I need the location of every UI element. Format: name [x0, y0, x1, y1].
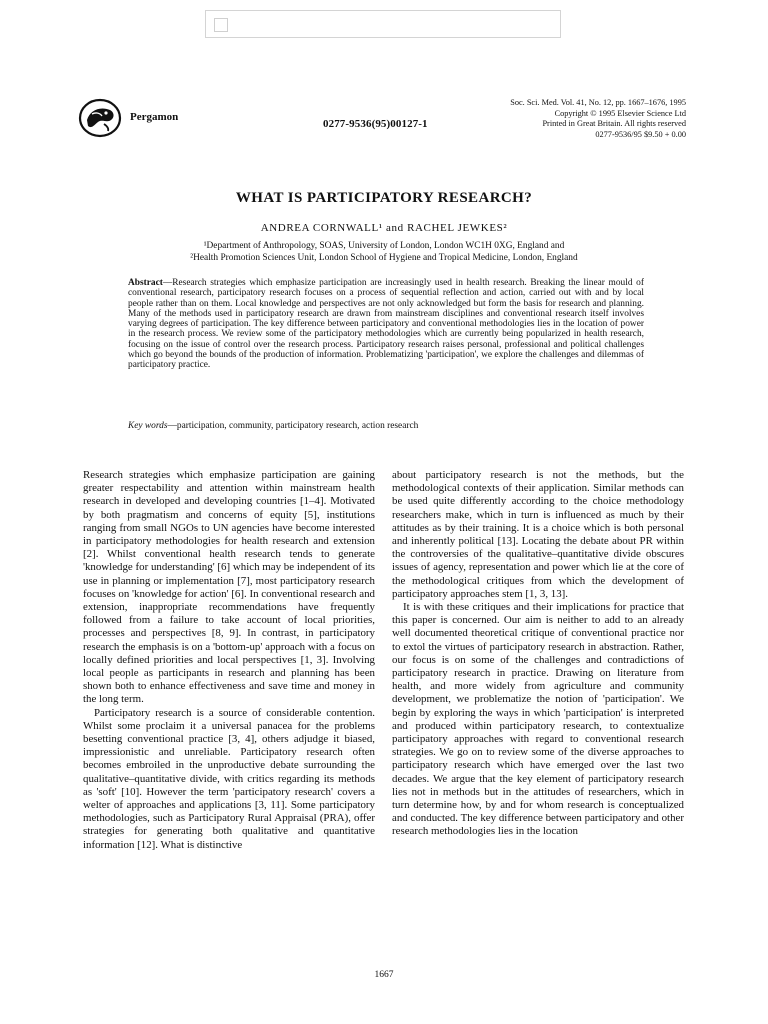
abstract-label: Abstract	[128, 278, 163, 288]
abstract-text: —Research strategies which emphasize participation are increasingly used in health research. Breaking the linear mould of conventional research, participatory research focuses on a process of sequential reflection and action, carried out with and by local people rather than on them. Local knowledge and perspectives are not only acknowledged but form the basis for research and planning. Many of the methods used in participatory research are drawn from mainstream disciplines and conventional research itself involves varying degrees of participation. The key difference between participatory and conventional methodologies lies in the location of power in the research process. We review some of the participatory methodologies which are currently being popularized in health research, focusing on the issue of control over the research process. Participatory research raises personal, professional and political challenges which go beyond the bounds of the production of information. Problematizing 'participation', we explore the challenges and dilemmas of participatory practice.	[128, 278, 644, 371]
paragraph: Research strategies which emphasize participation are gaining greater respectability and attention within mainstream health research in developed and developing countries [1–4]. Motivated by both pragmatism and concerns of equity [5], institutions ranging from small NGOs to UN agencies have become interested in participatory methodologies for health research and extension [2]. Whilst conventional health research tends to generate 'knowledge for understanding' [6] which may be independent of its use in planning or implementation [7], most participatory research focuses on 'knowledge for action' [6]. In conventional research and extension, inappropriate recommendations have frequently followed from a failure to take account of local priorities, processes and perspectives [8, 9]. In contrast, in participatory research the emphasis is on a 'bottom-up' approach with a focus on locally defined priorities and local perspectives [1, 3]. Involving local people as participants in research and planning has been shown both to enhance effectiveness and save time and money in the long term.	[83, 469, 375, 706]
citation-printed: Printed in Great Britain. All rights reserved	[542, 119, 686, 128]
pergamon-logo-icon	[78, 98, 122, 138]
paragraph: It is with these critiques and their implications for practice that this paper is concerned. Our aim is neither to add to an already well documented theoretical critique of conventional practice nor to extol the virtues of participatory research in abstraction. Rather, our focus is on some of the challenges and contradictions of participatory research in practice. Drawing on literature from health, and more widely from agriculture and community development, we problematize the notion of 'participation'. We begin by exploring the ways in which 'participation' is interpreted and produced within participatory research, to contextualize participatory approaches with regard to conventional research strategies. We go on to review some of the diverse approaches to participatory research which have emerged over the last two decades. We argue that the key element of participatory research lies not in methods but in the attitudes of researchers, which in turn determine how, by and for whom research is conceptualized and conducted. The key difference between participatory and other research methodologies lies in the location	[392, 601, 684, 838]
citation-copyright: Copyright © 1995 Elsevier Science Ltd	[554, 108, 686, 118]
checkbox-icon	[214, 18, 228, 32]
article-authors: ANDREA CORNWALL¹ and RACHEL JEWKES²	[260, 222, 508, 234]
pii-code: 0277-9536(95)00127-1	[323, 118, 428, 130]
article-title: WHAT IS PARTICIPATORY RESEARCH?	[235, 190, 533, 206]
affiliations	[0, 240, 768, 264]
affiliation-2: ²Health Promotion Sciences Unit, London School of Hygiene and Tropical Medicine, London, England	[190, 253, 578, 263]
right-column	[392, 469, 684, 839]
affiliation-1: ¹Department of Anthropology, SOAS, University of London, London WC1H 0XG, England and	[203, 241, 565, 251]
paragraph: Participatory research is a source of considerable contention. Whilst some proclaim it a universal panacea for the problems besetting conventional practice [3, 4], others adjudge it biased, impressionistic and unreliable. Participatory research often becomes embroiled in the unproductive debate surrounding the qualitative–quantitative divide, with critics regarding its methods as 'soft' [10]. However the term 'participatory research' covers a welter of approaches and applications [3, 11]. Some participatory methodologies, such as Participatory Rural Appraisal (PRA), offer strategies for generating both qualitative and quantitative information [12]. What is distinctive	[83, 706, 375, 851]
citation-block	[446, 98, 686, 140]
keywords-label: Key words	[128, 421, 168, 431]
publisher-name: Pergamon	[130, 111, 179, 123]
keywords-text: —participation, community, participatory research, action research	[167, 421, 419, 431]
top-address-box	[205, 10, 561, 38]
left-column	[83, 469, 375, 852]
citation-journal: Soc. Sci. Med. Vol. 41, No. 12, pp. 1667–1676, 1995	[510, 98, 686, 107]
abstract	[128, 278, 644, 371]
paragraph: about participatory research is not the methods, but the methodological contexts of their application. Similar methods can be used quite differently according to the choice methodology researchers make, which in turn is influenced as much by their attitudes as by their training. It is a choice which is both personal and inherently political [13]. Locating the debate about PR within the controversies of the qualitative–quantitative divide obscures issues of agency, representation and power which lie at the core of the methodological critiques from which the development of participatory approaches stem [1, 3, 13].	[392, 469, 684, 600]
page-number: 1667	[374, 970, 394, 980]
citation-issn: 0277-9536/95 $9.50 + 0.00	[595, 129, 686, 139]
keywords	[128, 421, 644, 431]
